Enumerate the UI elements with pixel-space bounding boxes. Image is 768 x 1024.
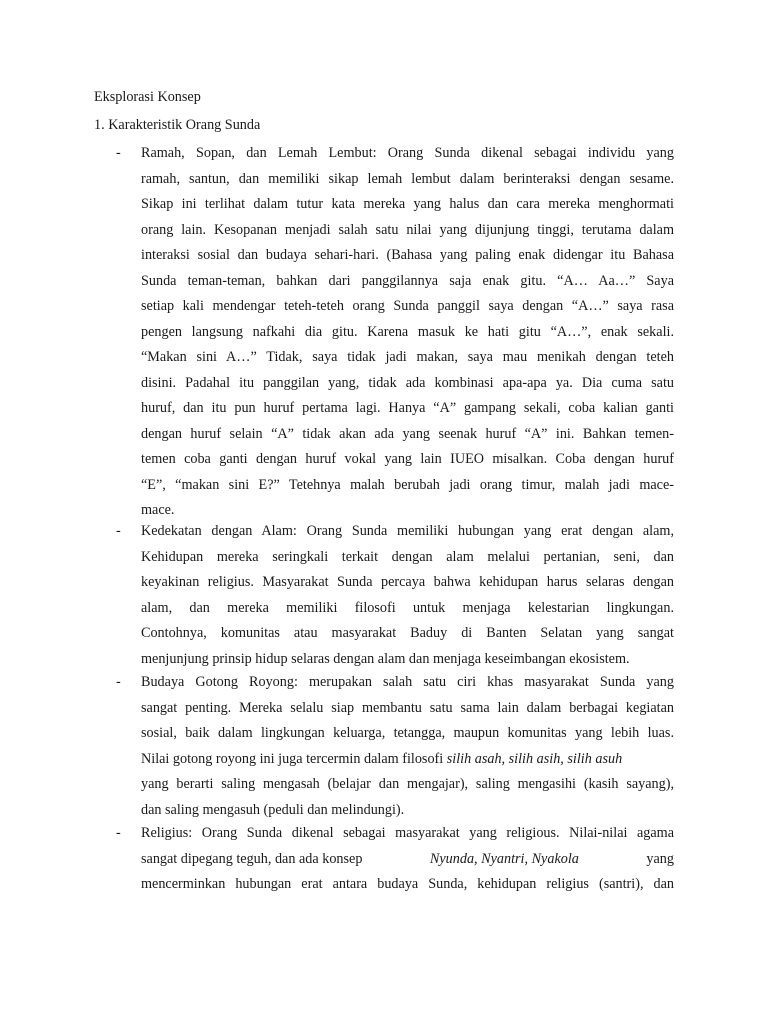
bullet-1-line-15: mace. [141, 502, 175, 518]
bullet-1-line-8: pengen langsung nafkahi dia gitu. Karena masuk ke hati gitu “A…”, enak sekali. [141, 323, 674, 340]
bullet-1-line-5: interaksi sosial dan budaya sehari-hari. (Bahasa yang paling enak didengar itu Bahasa [141, 247, 674, 263]
bullet-2-line-1: Kedekatan dengan Alam: Orang Sunda memiliki hubungan yang erat dengan alam, [141, 523, 674, 539]
bullet-2-line-2: Kehidupan mereka seringkali terkait dengan alam melalui pertanian, seni, dan [141, 548, 674, 565]
bullet-3-line-4 [141, 750, 674, 768]
bullet-4-line-3: mencerminkan hubungan erat antara budaya Sunda, kehidupan religius (santri), dan [141, 876, 674, 892]
bullet-1-line-7: setiap kali mendengar teteh-teteh orang Sunda panggil saya dengan “A…” saya rasa [141, 298, 674, 314]
bullet-marker-3: - [116, 674, 121, 690]
bullet-2-line-3: keyakinan religius. Masyarakat Sunda percaya bahwa kehidupan harus selaras dengan [141, 574, 674, 590]
bullet-1-line-9: “Makan sini A…” Tidak, saya tidak jadi makan, saya mau menikah dengan teteh [141, 349, 674, 365]
bullet-2-line-4: alam, dan mereka memiliki filosofi untuk menjaga kelestarian lingkungan. [141, 599, 674, 616]
bullet-1-line-10: disini. Padahal itu panggilan yang, tidak ada kombinasi apa-apa ya. Dia cuma satu [141, 374, 674, 391]
bullet-3-line-1: Budaya Gotong Royong: merupakan salah satu ciri khas masyarakat Sunda yang [141, 674, 674, 690]
bullet-1-line-3: Sikap ini terlihat dalam tutur kata mereka yang halus dan cara mereka menghormati [141, 196, 674, 212]
bullet-1-line-2: ramah, santun, dan memiliki sikap lemah lembut dalam berinteraksi dengan sesame. [141, 170, 674, 187]
philosophy-terms: silih asah, silih asih, silih asuh [446, 750, 623, 767]
bullet-1-line-13: temen coba ganti dengan huruf vokal yang lain IUEO misalkan. Coba dengan huruf [141, 451, 674, 467]
concept-prefix: sangat dipegang teguh, dan ada konsep [141, 850, 363, 867]
bullet-1-line-1: Ramah, Sopan, dan Lemah Lembut: Orang Sunda dikenal sebagai individu yang [141, 145, 674, 161]
bullet-3-line-5: yang berarti saling mengasah (belajar dan mengajar), saling mengasihi (kasih sayang), [141, 776, 674, 792]
bullet-2-line-6: menjunjung prinsip hidup selaras dengan alam dan menjaga keseimbangan ekosistem. [141, 650, 630, 667]
bullet-4-line-2 [141, 850, 674, 868]
document-title: Eksplorasi Konsep [94, 89, 201, 105]
bullet-1-line-14: “E”, “makan sini E?” Tetehnya malah berubah jadi orang timur, malah jadi mace- [141, 476, 674, 493]
bullet-1-line-4: orang lain. Kesopanan menjadi salah satu nilai yang dijunjung tinggi, terutama dalam [141, 221, 674, 238]
bullet-4-line-1: Religius: Orang Sunda dikenal sebagai masyarakat yang religious. Nilai-nilai agama [141, 825, 674, 841]
section-heading: 1. Karakteristik Orang Sunda [94, 117, 261, 133]
concept-terms: Nyunda, Nyantri, Nyakola [429, 850, 579, 867]
bullet-2-line-5: Contohnya, komunitas atau masyarakat Baduy di Banten Selatan yang sangat [141, 625, 674, 641]
concept-suffix: yang [646, 850, 674, 867]
bullet-1-line-6: Sunda teman-teman, bahkan dari panggilannya saja enak gitu. “A… Aa…” Saya [141, 272, 674, 289]
bullet-marker-2: - [116, 523, 121, 539]
bullet-1-line-12: dengan huruf selain “A” tidak akan ada yang seenak huruf “A” ini. Bahkan temen- [141, 425, 674, 442]
bullet-3-line-3: sosial, baik dalam lingkungan keluarga, tetangga, maupun komunitas yang lebih luas. [141, 725, 674, 741]
philosophy-prefix: Nilai gotong royong ini juga tercermin dalam filosofi [141, 750, 444, 767]
bullet-3-line-2: sangat penting. Mereka selalu siap membantu satu sama lain dalam berbagai kegiatan [141, 699, 674, 716]
bullet-3-line-6: dan saling mengasuh (peduli dan melindungi). [141, 801, 405, 818]
bullet-marker-4: - [116, 825, 121, 841]
bullet-marker-1: - [116, 145, 121, 161]
bullet-1-line-11: huruf, dan itu pun huruf pertama lagi. Hanya “A” gampang sekali, coba kalian ganti [141, 400, 674, 416]
